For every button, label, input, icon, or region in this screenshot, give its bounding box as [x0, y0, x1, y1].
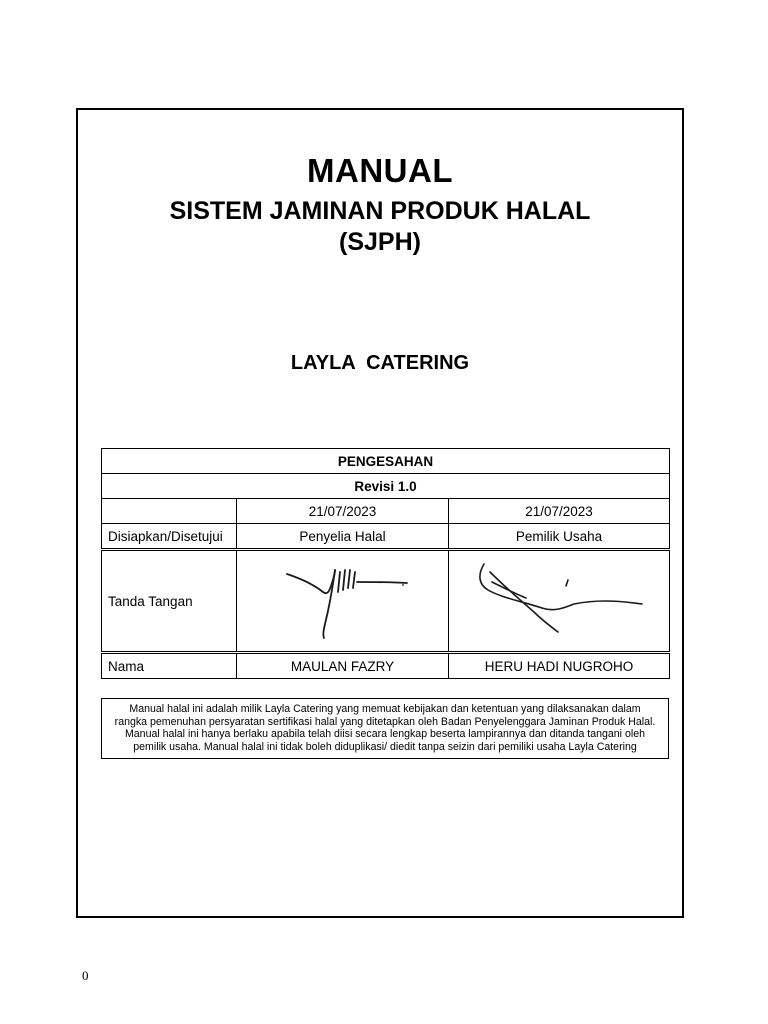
table-row [102, 449, 670, 474]
document-subtitle [78, 196, 682, 258]
signature-label: Tanda Tangan [102, 550, 237, 653]
table-row [102, 474, 670, 499]
name-cell: HERU HADI NUGROHO [449, 653, 670, 679]
role-cell: Pemilik Usaha [449, 524, 670, 550]
ownership-notice: Manual halal ini adalah milik Layla Catering yang memuat kebijakan dan ketentuan yang dilaksanakan dalam rangka pemenuhan persyaratan sertifikasi halal yang ditetapkan oleh Badan Penyelenggara Jaminan Produk Halal. Manual halal ini hanya berlaku apabila telah diisi secara lengkap beserta lampirannya dan ditanda tangani oleh pemilik usaha. Manual halal ini tidak boleh diduplikasi/ diedit tanpa seizin dari pemiliki usaha Layla Catering [101, 698, 669, 759]
prepared-label: Disiapkan/Disetujui [102, 524, 237, 550]
signature-image-2 [454, 552, 664, 650]
page-number: 0 [82, 968, 89, 983]
table-row [102, 653, 670, 679]
date-cell: 21/07/2023 [237, 499, 449, 524]
document-title: MANUAL [307, 152, 453, 189]
name-label: Nama [102, 653, 237, 679]
table-row [102, 524, 670, 550]
document-frame [76, 108, 684, 918]
signature-cell [237, 550, 449, 653]
approval-header: PENGESAHAN [102, 449, 670, 474]
signature-cell [449, 550, 670, 653]
role-cell: Penyelia Halal [237, 524, 449, 550]
table-row [102, 499, 670, 524]
revision-label: Revisi 1.0 [102, 474, 670, 499]
empty-cell [102, 499, 237, 524]
signature-image-1 [243, 552, 443, 650]
subtitle-line-2: (SJPH) [339, 228, 421, 256]
table-row [102, 550, 670, 653]
company-name: LAYLA CATERING [290, 352, 470, 374]
name-cell: MAULAN FAZRY [237, 653, 449, 679]
subtitle-line-1: SISTEM JAMINAN PRODUK HALAL [169, 197, 591, 225]
approval-table [101, 448, 670, 679]
date-cell: 21/07/2023 [449, 499, 670, 524]
